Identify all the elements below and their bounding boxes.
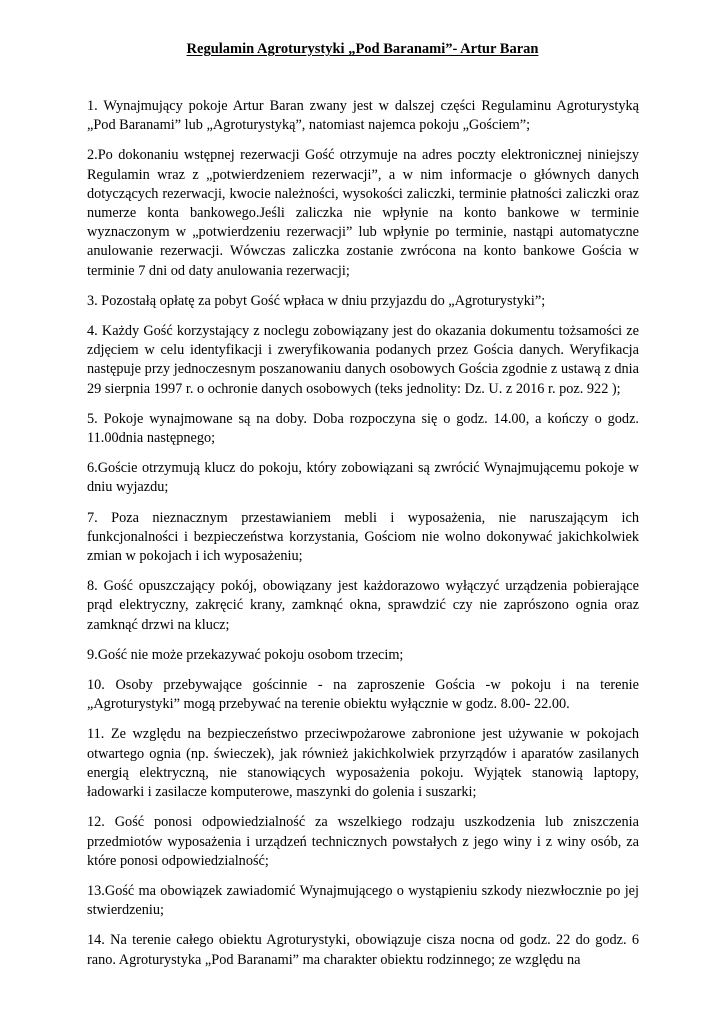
paragraph-2: 2.Po dokonaniu wstępnej rezerwacji Gość otrzymuje na adres poczty elektronicznej niniejszy Regulamin wraz z „potwierdzeniem rezerwacji”, a w nim informacje o głównych danych dotyczących rezerwacji, kwocie należności, wysokości zaliczki, terminie płatności zaliczki oraz numerze konta bankowego.Jeśli zaliczka nie wpłynie na konto bankowe w terminie wyznaczonym w „potwierdzeniu rezerwacji” lub wpłynie po terminie, nastąpi automatyczne anulowanie rezerwacji. Wówczas zaliczka zostanie zwrócona na konto bankowe Gościa w terminie 7 dni od daty anulowania rezerwacji; bbox=[87, 147, 639, 279]
paragraph-13: 13.Gość ma obowiązek zawiadomić Wynajmującego o wystąpieniu szkody niezwłocznie po jej stwierdzeniu; bbox=[87, 882, 639, 919]
paragraph-4: 4. Każdy Gość korzystający z noclegu zobowiązany jest do okazania dokumentu tożsamości ze zdjęciem w celu identyfikacji i zweryfikowania podanych przez Gościa danych. Weryfikacja następuje przy jednoczesnym poszanowaniu danych osobowych Gościa zgodnie z ustawą z dnia 29 sierpnia 1997 r. o ochronie danych osobowych (teks jednolity: Dz. U. z 2016 r. poz. 922 ); bbox=[87, 323, 639, 397]
paragraph-5: 5. Pokoje wynajmowane są na doby. Doba rozpoczyna się o godz. 14.00, a kończy o godz. 11.00dnia następnego; bbox=[87, 410, 639, 447]
paragraph-7: 7. Poza nieznacznym przestawianiem mebli i wyposażenia, nie naruszającym ich funkcjonalności i bezpieczeństwa korzystania, Gościom nie wolno dokonywać jakichkolwiek zmian w pokojach i ich wyposażeniu; bbox=[87, 509, 639, 565]
paragraph-9: 9.Gość nie może przekazywać pokoju osobom trzecim; bbox=[87, 646, 404, 663]
document-title: Regulamin Agroturystyki „Pod Baranami”- Artur Baran bbox=[186, 41, 539, 57]
paragraph-14: 14. Na terenie całego obiektu Agroturystyki, obowiązuje cisza nocna od godz. 22 do godz. 6 rano. Agroturystyka „Pod Baranami” ma charakter obiektu rodzinnego; ze względu na bbox=[87, 932, 639, 968]
paragraph-10: 10. Osoby przebywające gościnnie - na zaproszenie Gościa -w pokoju i na terenie „Agroturystyki” mogą przebywać na terenie obiektu wyłącznie w godz. 8.00- 22.00. bbox=[87, 677, 639, 713]
paragraph-3: 3. Pozostałą opłatę za pobyt Gość wpłaca w dniu przyjazdu do „Agroturystyki”; bbox=[87, 292, 546, 309]
document-body bbox=[87, 97, 639, 981]
paragraph-6: 6.Goście otrzymują klucz do pokoju, który zobowiązani są zwrócić Wynajmującemu pokoje w dniu wyjazdu; bbox=[87, 460, 639, 496]
paragraph-1: 1. Wynajmujący pokoje Artur Baran zwany jest w dalszej części Regulaminu Agroturystyką „Pod Baranami” lub „Agroturystyką”, natomiast najemca pokoju „Gościem”; bbox=[87, 98, 639, 134]
paragraph-8: 8. Gość opuszczający pokój, obowiązany jest każdorazowo wyłączyć urządzenia pobierające prąd elektryczny, zakręcić krany, zamknąć okna, sprawdzić czy nie zaprószono ognia oraz zamknąć drzwi na klucz; bbox=[87, 578, 639, 633]
paragraph-11: 11. Ze względu na bezpieczeństwo przeciwpożarowe zabronione jest używanie w pokojach otwartego ognia (np. świeczek), jak również jakichkolwiek przyrządów i aparatów zasilanych energią elektryczną, nie stanowiących wyposażenia pokoju. Wyjątek stanowią laptopy, ładowarki i zasilacze komputerowe, maszynki do golenia i suszarki; bbox=[87, 726, 639, 801]
paragraph-12: 12. Gość ponosi odpowiedzialność za wszelkiego rodzaju uszkodzenia lub zniszczenia przedmiotów wyposażenia i urządzeń technicznych powstałych z jego winy i z winy osób, za które ponosi odpowiedzialność; bbox=[87, 814, 639, 869]
